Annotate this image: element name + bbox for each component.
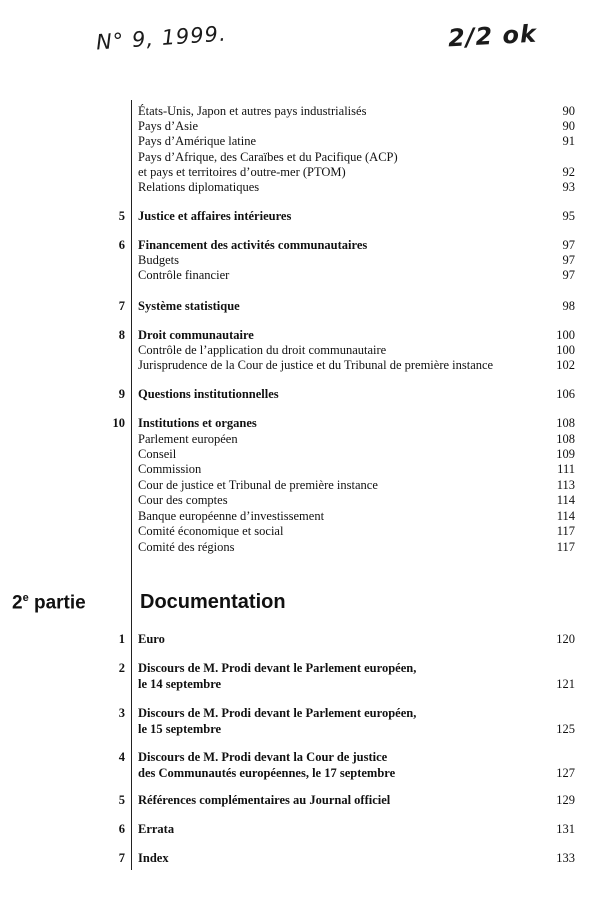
toc-entry-title: Contrôle financier	[138, 268, 230, 282]
toc-entry-page: 117	[556, 524, 575, 538]
toc-entry-page: 92	[562, 165, 575, 179]
toc-entry-title: Jurisprudence de la Cour de justice et du Tribunal de première instance	[138, 358, 494, 372]
toc-entry-number: 9	[118, 387, 125, 401]
toc-entry-page: 113	[556, 478, 575, 492]
toc-entry-title: Pays d’Amérique latine	[138, 134, 257, 148]
toc-entry-title: Comité des régions	[138, 540, 235, 554]
toc-entry-page: 114	[556, 509, 575, 523]
toc-entry-title: Contrôle de l’application du droit communautaire	[138, 343, 387, 357]
toc-entry-title: le 14 septembre	[138, 677, 222, 691]
toc-entry-page: 90	[562, 119, 575, 133]
toc-entry-page: 120	[556, 632, 575, 646]
toc-entry-page: 121	[556, 677, 575, 691]
toc-entry-page: 100	[556, 343, 575, 357]
toc-entry-title: Budgets	[138, 253, 179, 267]
toc-entry-page: 100	[556, 328, 575, 342]
toc-entry-page: 98	[562, 299, 575, 313]
toc-entry-title: des Communautés européennes, le 17 septembre	[138, 766, 396, 780]
handwritten-check-note: 2/2 ok	[447, 19, 538, 53]
toc-entry-number: 10	[112, 416, 125, 430]
toc-entry-number: 8	[118, 328, 125, 342]
toc-entry-title: Relations diplomatiques	[138, 180, 260, 194]
toc-entry-title: Banque européenne d’investissement	[138, 509, 325, 523]
toc-entry-number: 7	[118, 851, 125, 865]
toc-entry-title: Commission	[138, 462, 202, 476]
toc-entry-number: 5	[118, 209, 125, 223]
handwritten-issue-note: N° 9, 1999.	[95, 21, 228, 55]
toc-entry-title: Conseil	[138, 447, 177, 461]
toc-entry-page: 127	[556, 766, 575, 780]
toc-entry-title: Comité économique et social	[138, 524, 284, 538]
toc-entry-page: 131	[556, 822, 575, 836]
toc-entry-page: 129	[556, 793, 575, 807]
toc-entry-number: 2	[118, 661, 125, 675]
part-label: 2e partie	[12, 592, 86, 614]
toc-entry-number: 6	[118, 238, 125, 252]
toc-entry-page: 109	[556, 447, 575, 461]
toc-entry-title: Pays d’Afrique, des Caraïbes et du Pacifique (ACP)	[138, 150, 398, 164]
part-title: Documentation	[140, 591, 286, 613]
toc-entry-title: Discours de M. Prodi devant le Parlement européen,	[138, 661, 417, 675]
toc-entry-page: 111	[557, 462, 575, 476]
toc-entry-page: 114	[556, 493, 575, 507]
toc-entry-page: 133	[556, 851, 575, 865]
toc-entry-title: Euro	[138, 632, 165, 646]
toc-entry-title: Discours de M. Prodi devant la Cour de justice	[138, 750, 388, 764]
toc-entry-title: Errata	[138, 822, 175, 836]
toc-entry-page: 106	[556, 387, 575, 401]
toc-entry-page: 97	[562, 253, 575, 267]
toc-entry-page: 102	[556, 358, 575, 372]
toc-divider-line	[131, 100, 132, 870]
toc-entry-page: 125	[556, 722, 575, 736]
toc-entry-title: États-Unis, Japon et autres pays industrialisés	[138, 104, 367, 118]
toc-entry-title: Discours de M. Prodi devant le Parlement européen,	[138, 706, 417, 720]
toc-entry-page: 97	[562, 268, 575, 282]
toc-entry-title: Système statistique	[138, 299, 240, 313]
toc-entry-page: 90	[562, 104, 575, 118]
toc-entry-number: 1	[118, 632, 125, 646]
toc-entry-title: Cour de justice et Tribunal de première instance	[138, 478, 378, 492]
toc-entry-page: 97	[562, 238, 575, 252]
toc-entry-title: Droit communautaire	[138, 328, 254, 342]
toc-entry-title: et pays et territoires d’outre-mer (PTOM)	[138, 165, 346, 179]
toc-entry-page: 108	[556, 432, 575, 446]
toc-entry-page: 95	[562, 209, 575, 223]
toc-entry-title: Références complémentaires au Journal officiel	[138, 793, 391, 807]
toc-entry-title: Institutions et organes	[138, 416, 257, 430]
toc-entry-title: Index	[138, 851, 169, 865]
toc-entry-title: le 15 septembre	[138, 722, 222, 736]
toc-entry-number: 7	[118, 299, 125, 313]
toc-entry-title: Financement des activités communautaires	[138, 238, 368, 252]
toc-entry-title: Cour des comptes	[138, 493, 228, 507]
toc-entry-title: Parlement européen	[138, 432, 238, 446]
toc-entry-number: 4	[118, 750, 125, 764]
toc-entry-page: 117	[556, 540, 575, 554]
toc-entry-number: 5	[118, 793, 125, 807]
toc-entry-number: 6	[118, 822, 125, 836]
toc-entry-page: 91	[562, 134, 575, 148]
toc-entry-title: Pays d’Asie	[138, 119, 199, 133]
toc-entry-page: 93	[562, 180, 575, 194]
toc-entry-title: Questions institutionnelles	[138, 387, 279, 401]
toc-entry-page: 108	[556, 416, 575, 430]
toc-entry-title: Justice et affaires intérieures	[138, 209, 292, 223]
toc-entry-number: 3	[118, 706, 125, 720]
